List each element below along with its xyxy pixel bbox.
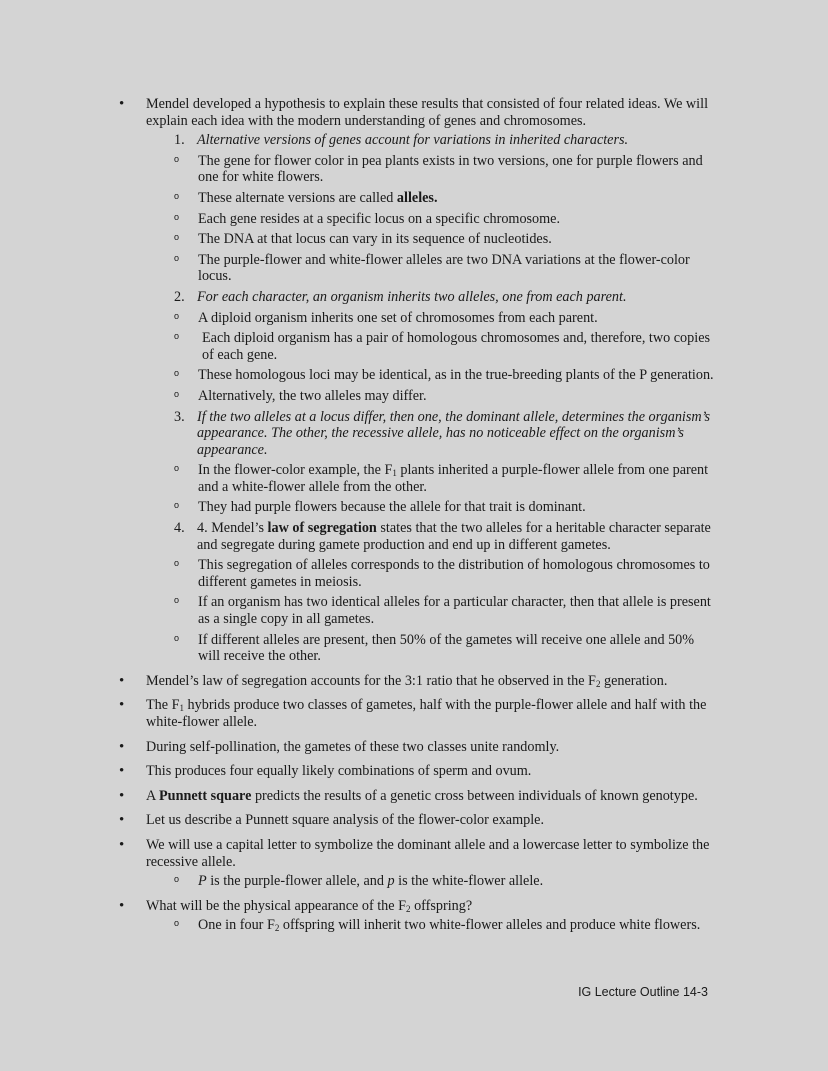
bullet-four-combinations: • This produces four equally likely combinations of sperm and ovum. — [118, 763, 718, 780]
sub-point: o They had purple flowers because the allele for that trait is dominant. — [146, 499, 718, 516]
sub-point: o This segregation of alleles corresponds to the distribution of homologous chromosomes to different gametes in meiosis. — [146, 557, 718, 590]
sub-point: o If different alleles are present, then 50% of the gametes will receive one allele and 50% will receive the other. — [146, 632, 718, 665]
sub-point: o Each gene resides at a specific locus on a specific chromosome. — [146, 211, 718, 228]
sub-point: o P is the purple-flower allele, and p is the white-flower allele. — [146, 873, 718, 890]
bullet-allele-symbols: • We will use a capital letter to symbolize the dominant allele and a lowercase letter to symbolize the recessive allele. o P is the purple-flower allele, and p is the white-flower allele. — [118, 837, 718, 890]
bullet-f2-appearance: • What will be the physical appearance of the $F_2$ offspring? o One in four $F_2$ offspring will inherit two white-flower alleles and produce white flowers. — [118, 898, 718, 934]
sub-point: o These alternate versions are called alleles. — [146, 190, 718, 207]
bullet-segregation-ratio: • Mendel’s law of segregation accounts for the 3:1 ratio that he observed in the $F_2$ generation. — [118, 673, 718, 690]
bullet-punnett-analysis: • Let us describe a Punnett square analysis of the flower-color example. — [118, 812, 718, 829]
sub-point: o If an organism has two identical alleles for a particular character, then that allele is present as a single copy in all gametes. — [146, 594, 718, 627]
idea-1: 1. Alternative versions of genes account for variations in inherited characters. — [174, 132, 629, 149]
idea-3: 3. If the two alleles at a locus differ, then one, the dominant allele, determines the organism’s appearance. The other, the recessive allele, has no noticeable effect on the organism’s appearance. — [174, 408, 711, 458]
sub-point: o Alternatively, the two alleles may differ. — [146, 388, 718, 405]
sub-point: o Each diploid organism has a pair of homologous chromosomes and, therefore, two copies of each gene. — [146, 330, 718, 363]
sub-point: o The purple-flower and white-flower alleles are two DNA variations at the flower-color locus. — [146, 252, 718, 285]
bullet-punnett-square: • A Punnett square predicts the results of a genetic cross between individuals of known genotype. — [118, 788, 718, 805]
page-footer: IG Lecture Outline 14-3 — [578, 985, 708, 999]
sub-point: o One in four $F_2$ offspring will inherit two white-flower alleles and produce white flowers. — [146, 917, 718, 934]
idea-2: 2. For each character, an organism inherits two alleles, one from each parent. — [174, 288, 627, 305]
idea-4: 4. 4. Mendel’s law of segregation states that the two alleles for a heritable character separate and segregate during gamete production and end up in different gametes. — [174, 520, 711, 553]
sub-point: o A diploid organism inherits one set of chromosomes from each parent. — [146, 310, 718, 327]
bullet-mendel-hypothesis: • Mendel developed a hypothesis to explain these results that consisted of four related ideas. We will explain each idea with the modern understanding of genes and chromosomes. 1. Alternative versions of genes account for variations in inherited characters. o The gene for flower color in pea plants exists in two versions, one for purple flowers and one for white flowers. o These alternate versions are called alleles. o Each gene resides at a specific locus on a specific chromosome. o The DNA at that locus can vary in its sequence of nucleotides. o The purple-flower and white-flower alleles are two DNA variations at the flower-color locus. 2. For each character, an organism inherits two alleles, one from each parent. o A diploid organism inherits one set of chromosomes from each parent. o Each diploid organism has a pair of homologous chromosomes and, therefore, two copies of each gene. o These homologous loci may be identical, as in the true-breeding plants of the P generation. o Alternatively, the two alleles may differ. 3. If the two alleles at a locus differ, then one, the dominant allele, determines the organism’s appearance. The other, the recessive allele, has no noticeable effect on the organism’s appearance. o In the flower-color example, the $F_1$ plants inherited a purple-flower allele from one parent and a white-flower allele from the other. o They had purple flowers because the allele for that trait is dominant. 4. 4. Mendel’s law of segregation states that the two alleles for a heritable character separate and segregate during gamete production and end up in different gametes. o This segregation of alleles corresponds to the distribution of homologous chromosomes to different gametes in meiosis. o If an organism has two identical alleles for a particular character, then that allele is present as a single copy in all gametes. o If different alleles are present, then 50% of the gametes will receive one allele and 50% will receive the other. — [118, 96, 718, 665]
sub-point: o The gene for flower color in pea plants exists in two versions, one for purple flowers and one for white flowers. — [146, 153, 718, 186]
bullet-self-pollination: • During self-pollination, the gametes of these two classes unite randomly. — [118, 739, 718, 756]
lecture-outline-body — [118, 96, 718, 942]
bullet-f1-hybrids: • The $F_1$ hybrids produce two classes of gametes, half with the purple-flower allele and half with the white-flower allele. — [118, 697, 718, 730]
sub-point: o The DNA at that locus can vary in its sequence of nucleotides. — [146, 231, 718, 248]
sub-point: o In the flower-color example, the $F_1$ plants inherited a purple-flower allele from one parent and a white-flower allele from the other. — [146, 462, 718, 495]
sub-point: o These homologous loci may be identical, as in the true-breeding plants of the P generation. — [146, 367, 718, 384]
